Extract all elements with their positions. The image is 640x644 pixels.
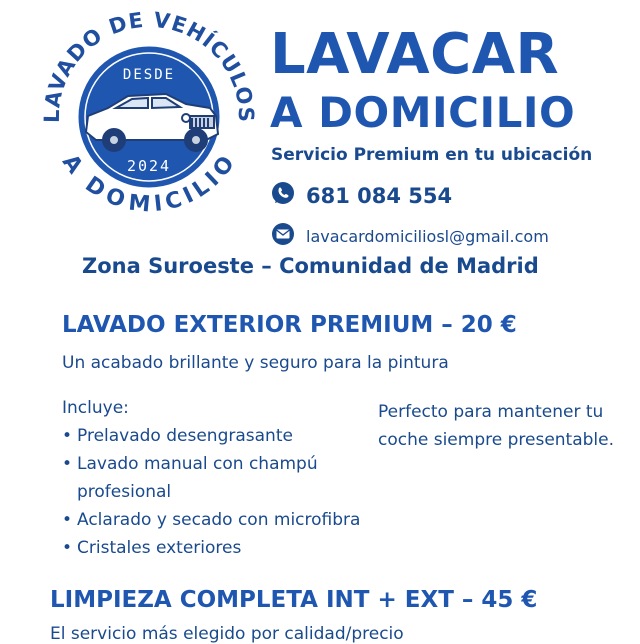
list-item: • Aclarado y secado con microfibra (62, 510, 361, 530)
email-row[interactable] (270, 222, 549, 250)
phone-row[interactable] (270, 180, 452, 211)
envelope-icon (270, 222, 296, 250)
complete-cleaning-subtitle: El servicio más elegido por calidad/precio (50, 624, 404, 644)
service-zone: Zona Suroeste – Comunidad de Madrid (82, 254, 539, 278)
complete-cleaning-heading: LIMPIEZA COMPLETA INT + EXT – 45 € (50, 587, 538, 613)
side-note: Perfecto para mantener tu coche siempre presentable. (378, 402, 615, 450)
brand-title: LAVACAR (270, 22, 560, 87)
includes-list (62, 394, 372, 562)
svg-text:2024: 2024 (126, 157, 172, 175)
tagline: Servicio Premium en tu ubicación (271, 145, 593, 165)
list-item: • Lavado manual con champú profesional (62, 454, 318, 502)
svg-text:A DOMICILIO: A DOMICILIO (57, 150, 241, 218)
exterior-premium-subtitle: Un acabado brillante y seguro para la pintura (62, 353, 449, 373)
whatsapp-icon (270, 180, 296, 211)
email-address[interactable]: lavacardomiciliosl@gmail.com (306, 226, 549, 246)
list-item: • Prelavado desengrasante (62, 426, 293, 446)
svg-text:DESDE: DESDE (122, 67, 176, 83)
phone-number[interactable]: 681 084 554 (306, 183, 453, 208)
exterior-premium-heading: LAVADO EXTERIOR PREMIUM – 20 € (62, 312, 517, 338)
svg-text:LAVADO DE VEHÍCULOS: LAVADO DE VEHÍCULOS (39, 7, 259, 124)
company-logo (36, 4, 262, 230)
list-item: • Cristales exteriores (62, 538, 242, 558)
includes-label: Incluye: (62, 398, 129, 418)
brand-subtitle: A DOMICILIO (270, 88, 576, 137)
